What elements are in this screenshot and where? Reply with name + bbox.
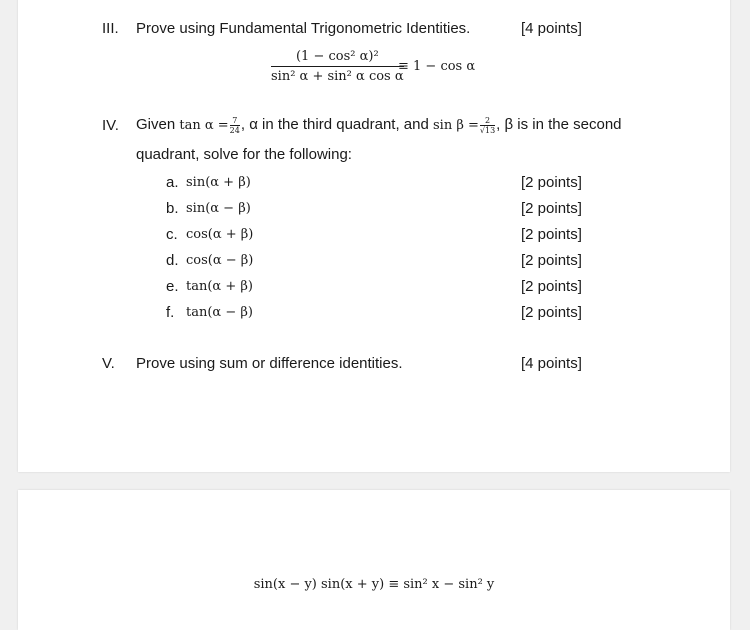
q4-sin-num: 2 <box>480 116 495 126</box>
q4-item-expr: sin(α − β) <box>186 201 251 216</box>
q4-item-letter: d. <box>166 252 179 269</box>
q5-prompt: Prove using sum or difference identities. <box>136 355 403 372</box>
q4-sin-fraction <box>480 116 495 135</box>
q4-item-letter: b. <box>166 200 179 217</box>
q4-item-points: [2 points] <box>521 252 582 269</box>
q5-numeral: V. <box>102 355 115 372</box>
q3-numerator: (1 − cos² α)² <box>271 47 404 67</box>
q4-item-letter: a. <box>166 174 179 191</box>
q4-tan-lhs: tan α = <box>179 118 229 133</box>
q4-item-expr: sin(α + β) <box>186 175 251 190</box>
document-page-2 <box>18 490 730 630</box>
q4-item-points: [2 points] <box>521 226 582 243</box>
q4-item-points: [2 points] <box>521 304 582 321</box>
document-page-1 <box>18 0 730 472</box>
q3-points: [4 points] <box>521 20 582 37</box>
q5-points: [4 points] <box>521 355 582 372</box>
q3-numeral: III. <box>102 20 119 37</box>
q4-item-points: [2 points] <box>521 200 582 217</box>
q4-item-expr: tan(α + β) <box>186 279 253 294</box>
q4-item-expr: cos(α + β) <box>186 227 254 242</box>
q4-tan-den: 24 <box>229 125 240 135</box>
q4-given-line: Given tan α = $\frac{7}{24}$ , α in the third quadrant, and sin β = $\frac{2}{√13}$ , β is in the second <box>136 115 622 135</box>
q4-item-letter: c. <box>166 226 178 243</box>
q4-item-letter: e. <box>166 278 179 295</box>
q4-numeral: IV. <box>102 117 119 134</box>
q4-item-expr: tan(α − β) <box>186 305 253 320</box>
q3-fraction <box>271 47 404 86</box>
q4-beta-text: β is in the second <box>504 116 622 133</box>
q4-sin-lhs: sin β = <box>433 118 479 133</box>
q4-tan-fraction <box>230 116 240 135</box>
q4-item-points: [2 points] <box>521 278 582 295</box>
q4-tan-num: 7 <box>230 116 240 126</box>
q4-alpha-text: α in the third quadrant, and <box>249 116 429 133</box>
q4-given: Given <box>136 116 176 133</box>
q4-item-expr: cos(α − β) <box>186 253 254 268</box>
q4-sin-den: √13 <box>479 125 496 135</box>
q3-rhs: ≡ 1 − cos α <box>398 59 476 74</box>
q4-item-letter: f. <box>166 304 175 321</box>
q5-identity: sin(x − y) sin(x + y) ≡ sin² x − sin² y <box>253 577 495 592</box>
q4-item-points: [2 points] <box>521 174 582 191</box>
q3-prompt: Prove using Fundamental Trigonometric Identities. <box>136 20 471 37</box>
q3-denominator: sin² α + sin² α cos α <box>271 69 404 84</box>
q4-line2: quadrant, solve for the following: <box>136 146 352 163</box>
